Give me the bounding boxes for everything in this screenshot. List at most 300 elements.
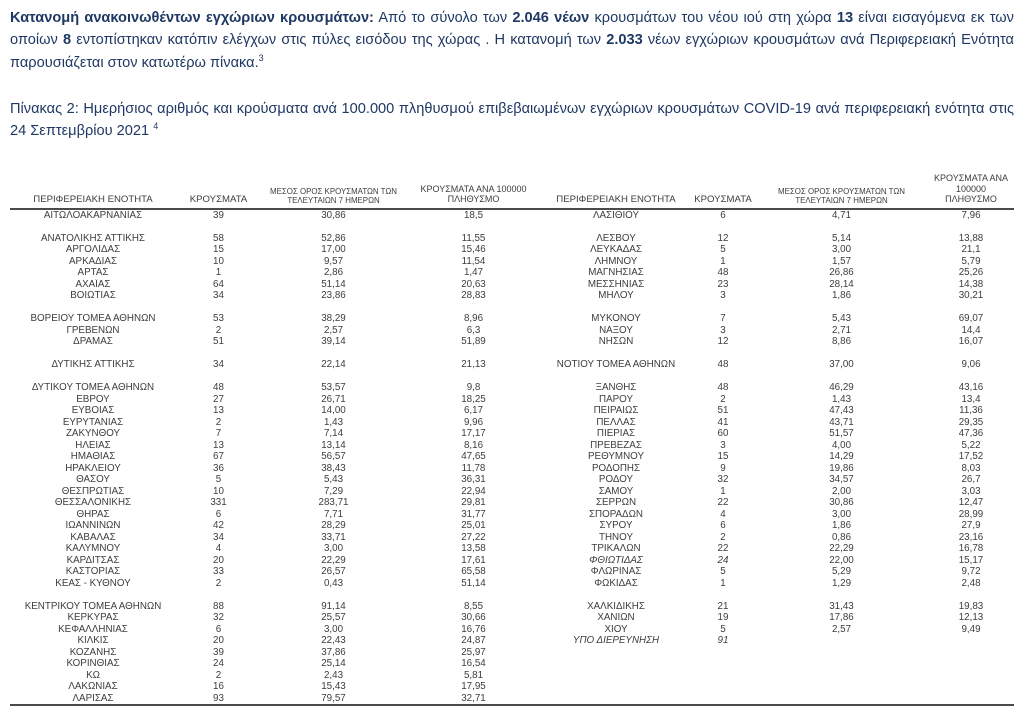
table-cell: 6 [215, 508, 222, 520]
table-cell: ΚΕΑΣ - ΚΥΘΝΟΥ [55, 577, 131, 589]
table-cell: 13,4 [961, 393, 981, 405]
table-cell: 2 [215, 577, 222, 589]
col-header-region-right: ΠΕΡΙΦΕΡΕΙΑΚΗ ΕΝΟΤΗΤΑ [541, 173, 691, 209]
table-cell: 13,14 [321, 439, 346, 451]
table-cell: 4,00 [831, 439, 852, 451]
table-cell: 9,57 [323, 255, 344, 267]
table-cell [691, 670, 755, 682]
col-header-line: ΚΡΟΥΣΜΑΤΑ ΑΝΑ 100000 [420, 183, 527, 194]
table-cell: 27,22 [461, 531, 486, 543]
table-cell: ΚΟΡΙΝΘΙΑΣ [66, 658, 120, 670]
table-cell: 1 [720, 485, 726, 497]
table-cell: 13,88 [958, 232, 984, 244]
table-cell: 8,55 [463, 600, 484, 612]
table-cell: 25,01 [461, 520, 486, 532]
spacer-cell [10, 221, 1014, 233]
table-cell: ΡΟΔΟΠΗΣ [591, 462, 641, 474]
table-cell: 2,57 [831, 623, 852, 635]
table-cell: ΚΑΡΔΙΤΣΑΣ [66, 554, 120, 566]
table-cell: ΠΑΡΟΥ [599, 393, 633, 405]
table-cell: 2,48 [961, 577, 981, 589]
table-cell: ΕΥΡΥΤΑΝΙΑΣ [62, 416, 124, 428]
table-cell: ΛΕΣΒΟΥ [596, 232, 636, 244]
table-cell [541, 647, 691, 659]
table-cell: 12 [717, 232, 729, 244]
table-cell: 7 [215, 428, 222, 440]
table-cell: ΠΕΛΛΑΣ [596, 416, 636, 428]
table-row [10, 532, 1014, 544]
table-cell: 19 [717, 612, 729, 624]
table-cell: 36,31 [461, 474, 486, 486]
table-cell: 5,79 [961, 255, 981, 267]
table-cell [691, 647, 755, 659]
table-cell [928, 658, 1014, 670]
table-cell: 52,86 [321, 232, 346, 244]
table-cell: 20 [213, 554, 224, 566]
table-cell [691, 681, 755, 693]
table-row [10, 612, 1014, 624]
table-cell: 15 [717, 451, 729, 463]
table-row [10, 394, 1014, 406]
table-cell: ΛΑΚΩΝΙΑΣ [68, 681, 118, 693]
table-cell: 37,86 [321, 646, 346, 658]
table-cell: 3,00 [831, 508, 852, 520]
table-cell: 5,43 [831, 313, 852, 325]
table-cell: ΜΗΛΟΥ [598, 290, 634, 302]
table-cell [755, 670, 928, 682]
table-cell: ΛΗΜΝΟΥ [594, 255, 638, 267]
table-cell: 13 [213, 405, 224, 417]
table-cell [755, 658, 928, 670]
table-row [10, 681, 1014, 693]
table-row [10, 290, 1014, 302]
header-row [10, 173, 1014, 209]
table-cell: 28,29 [321, 520, 346, 532]
table-cell: ΥΠΟ ΔΙΕΡΕΥΝΗΣΗ [572, 635, 660, 647]
table-cell: 9,49 [961, 623, 981, 635]
table-cell: 24 [213, 658, 224, 670]
table-row [10, 209, 1014, 222]
table-cell: 31,77 [461, 508, 486, 520]
col-header-line: ΠΛΗΘΥΣΜΟ [447, 194, 500, 205]
table-cell: ΕΒΡΟΥ [76, 393, 110, 405]
table-row [10, 417, 1014, 429]
table-cell: 51,14 [461, 577, 486, 589]
table-cell: ΝΑΞΟΥ [599, 324, 633, 336]
table-cell: 36 [213, 462, 224, 474]
table-cell: ΠΙΕΡΙΑΣ [596, 428, 636, 440]
table-cell: 25,26 [958, 267, 984, 279]
table-cell: 7,29 [323, 485, 344, 497]
table-cell: 31,43 [829, 600, 854, 612]
table-cell: ΜΑΓΝΗΣΙΑΣ [588, 267, 644, 279]
table-cell: 16 [213, 681, 224, 693]
table-cell: 2,00 [831, 485, 852, 497]
table-cell: 1 [720, 255, 726, 267]
table-cell: ΙΩΑΝΝΙΝΩΝ [65, 520, 121, 532]
table-cell: 43,16 [958, 382, 984, 394]
domestic-cases: 2.033 [606, 32, 643, 49]
table-cell: 9 [720, 462, 726, 474]
table-cell: 22,94 [461, 485, 486, 497]
col-header-line: ΤΕΛΕΥΤΑΙΩΝ 7 ΗΜΕΡΩΝ [795, 195, 888, 205]
table-cell: ΠΕΙΡΑΙΩΣ [593, 405, 639, 417]
table-cell [755, 635, 928, 647]
col-header-line: ΤΕΛΕΥΤΑΙΩΝ 7 ΗΜΕΡΩΝ [287, 195, 380, 205]
intro-lead-bold: Κατανομή ανακοινωθέντων εγχώριων κρουσμάτων: [10, 10, 374, 26]
table-cell: 28,83 [461, 290, 486, 302]
table-cell: 16,54 [461, 658, 486, 670]
table-cell: 5,81 [463, 669, 484, 681]
table-row [10, 635, 1014, 647]
table-cell: ΘΕΣΠΡΩΤΙΑΣ [61, 485, 125, 497]
table-cell: ΠΡΕΒΕΖΑΣ [590, 439, 642, 451]
table-cell: 39 [213, 209, 224, 221]
table-cell: 51 [213, 336, 224, 348]
table-cell: 8,96 [463, 313, 484, 325]
table-cell: 2 [720, 393, 726, 405]
table-cell: ΧΙΟΥ [604, 623, 628, 635]
table-row [10, 693, 1014, 706]
table-cell: 30,66 [461, 612, 486, 624]
table-cell: ΚΕΦΑΛΛΗΝΙΑΣ [58, 623, 128, 635]
table-cell: ΒΟΡΕΙΟΥ ΤΟΜΕΑ ΑΘΗΝΩΝ [30, 313, 156, 325]
table-row [10, 359, 1014, 371]
table-cell: 42 [213, 520, 224, 532]
table-cell: ΛΑΣΙΘΙΟΥ [592, 209, 640, 221]
table-cell: 24 [717, 554, 729, 566]
table-cell: 5 [720, 623, 726, 635]
table-cell: ΦΩΚΙΔΑΣ [594, 577, 638, 589]
table-cell: 283,71 [318, 497, 349, 509]
table-cell: 13 [213, 439, 224, 451]
table-cell: 30,86 [321, 209, 346, 221]
table-cell: 30,86 [829, 497, 854, 509]
spacer-cell [10, 302, 1014, 314]
table-cell: 26,86 [829, 267, 854, 279]
table-cell: 11,78 [461, 462, 486, 474]
table-cell: ΚΙΛΚΙΣ [77, 635, 109, 647]
table-cell: ΡΕΘΥΜΝΟΥ [588, 451, 644, 463]
table-cell: 1,43 [831, 393, 852, 405]
table-cell: 47,36 [958, 428, 984, 440]
table-cell: 5,43 [323, 474, 344, 486]
table-cell: 53,57 [321, 382, 346, 394]
table-cell: 22,00 [829, 554, 854, 566]
case-table-body [10, 209, 1014, 706]
table-cell: 6,3 [466, 324, 481, 336]
table-cell: ΝΗΣΩΝ [598, 336, 634, 348]
table-cell: ΘΗΡΑΣ [76, 508, 110, 520]
table-cell: 1,86 [831, 290, 852, 302]
table-cell: 5,14 [831, 232, 852, 244]
table-cell: 67 [213, 451, 224, 463]
table-cell: 8,16 [463, 439, 484, 451]
table-cell: 7,14 [323, 428, 344, 440]
table-cell: 23,16 [958, 531, 984, 543]
table-cell: 34 [213, 531, 224, 543]
table-cell: ΡΟΔΟΥ [598, 474, 634, 486]
table-cell: ΞΑΝΘΗΣ [595, 382, 637, 394]
table-cell: 2,86 [323, 267, 344, 279]
table-cell: ΣΠΟΡΑΔΩΝ [588, 508, 644, 520]
table-cell: 7,71 [323, 508, 344, 520]
table-cell [928, 635, 1014, 647]
table-cell: ΕΥΒΟΙΑΣ [71, 405, 115, 417]
table-row [10, 336, 1014, 348]
intro-text: κρουσμάτων του νέου ιού στη χώρα [589, 10, 837, 26]
table-cell: 6 [720, 520, 726, 532]
table-cell: ΘΕΣΣΑΛΟΝΙΚΗΣ [54, 497, 132, 509]
table-cell [691, 693, 755, 706]
table-cell: 65,58 [461, 566, 486, 578]
table-cell: 10 [213, 485, 224, 497]
table-cell: 64 [213, 278, 224, 290]
table-cell: 5 [720, 566, 726, 578]
col-header-7day-avg-left [261, 173, 406, 209]
table-caption [10, 99, 1014, 142]
table-cell: 28,99 [958, 508, 984, 520]
table-cell: ΘΑΣΟΥ [76, 474, 110, 486]
table-cell: 19,86 [829, 462, 854, 474]
table-cell: 3,00 [323, 543, 344, 555]
table-cell [541, 670, 691, 682]
table-cell: ΗΛΕΙΑΣ [75, 439, 111, 451]
table-cell: 1,29 [831, 577, 852, 589]
table-cell: 15 [213, 244, 224, 256]
table-row [10, 256, 1014, 268]
table-cell: 51,89 [461, 336, 486, 348]
table-row [10, 451, 1014, 463]
table-cell: 1,57 [831, 255, 852, 267]
col-header-line: ΜΕΣΟΣ ΟΡΟΣ ΚΡΟΥΣΜΑΤΩΝ ΤΩΝ [778, 186, 905, 196]
table-row [10, 221, 1014, 233]
table-cell: 2 [720, 531, 726, 543]
table-cell: 11,55 [461, 232, 486, 244]
table-cell: 16,78 [958, 543, 984, 555]
table-cell: 25,14 [321, 658, 346, 670]
table-cell: 38,29 [321, 313, 346, 325]
table-row [10, 325, 1014, 337]
table-cell: ΓΡΕΒΕΝΩΝ [66, 324, 120, 336]
imported-cases: 13 [836, 10, 854, 26]
table-cell: ΜΥΚΟΝΟΥ [591, 313, 641, 325]
table-cell: 18,25 [461, 393, 486, 405]
table-cell: 26,71 [321, 393, 346, 405]
table-cell: 21,13 [461, 359, 486, 371]
table-cell: 7,96 [961, 209, 981, 221]
table-cell: ΧΑΛΚΙΔΙΚΗΣ [587, 600, 645, 612]
table-cell: 1,86 [831, 520, 852, 532]
intro-text: είναι εισαγόμενα εκ των οποίων [10, 10, 1014, 49]
table-cell: 30,21 [958, 290, 984, 302]
table-cell: 3 [720, 439, 726, 451]
table-cell: 26,57 [321, 566, 346, 578]
table-cell: 17,17 [461, 428, 486, 440]
table-cell: 22,43 [321, 635, 346, 647]
table-cell: ΔΡΑΜΑΣ [73, 336, 113, 348]
cases-table [10, 173, 1014, 706]
table-row [10, 463, 1014, 475]
table-cell: 88 [213, 600, 224, 612]
table-cell: 34 [213, 290, 224, 302]
table-cell: 20,63 [461, 278, 486, 290]
table-cell: 3,00 [831, 244, 852, 256]
table-row [10, 555, 1014, 567]
table-cell: 2,57 [323, 324, 344, 336]
table-cell: 16,76 [461, 623, 486, 635]
table-cell: ΣΑΜΟΥ [598, 485, 634, 497]
table-cell: 38,43 [321, 462, 346, 474]
table-cell: ΖΑΚΥΝΘΟΥ [65, 428, 121, 440]
table-cell: 14,4 [961, 324, 981, 336]
col-header-line: ΠΛΗΘΥΣΜΟ [945, 194, 997, 205]
table-row [10, 474, 1014, 486]
table-cell: 2 [215, 416, 222, 428]
table-cell: 3 [720, 324, 726, 336]
col-header-line: ΜΕΣΟΣ ΟΡΟΣ ΚΡΟΥΣΜΑΤΩΝ ΤΩΝ [270, 186, 397, 196]
table-cell: 0,43 [323, 577, 344, 589]
table-cell: ΑΧΑΪΑΣ [75, 278, 111, 290]
table-cell: 41 [717, 416, 729, 428]
table-cell: 24,87 [461, 635, 486, 647]
table-cell: 22,29 [829, 543, 854, 555]
table-cell [541, 693, 691, 706]
table-row [10, 601, 1014, 613]
table-cell: ΑΡΓΟΛΙΔΑΣ [65, 244, 121, 256]
table-cell: 1,43 [323, 416, 344, 428]
table-row [10, 405, 1014, 417]
table-cell: 27,9 [961, 520, 981, 532]
table-cell: ΦΛΩΡΙΝΑΣ [590, 566, 642, 578]
table-cell: 25,57 [321, 612, 346, 624]
table-cell: ΚΑΛΥΜΝΟΥ [65, 543, 121, 555]
col-header-line: ΚΡΟΥΣΜΑΤΑ ΑΝΑ 100000 [934, 173, 1008, 194]
table-cell: 4 [215, 543, 222, 555]
table-cell: 2,71 [831, 324, 852, 336]
table-cell: ΔΥΤΙΚΟΥ ΤΟΜΕΑ ΑΘΗΝΩΝ [31, 382, 155, 394]
table-cell: 14,29 [829, 451, 854, 463]
table-cell: 53 [213, 313, 224, 325]
table-row [10, 509, 1014, 521]
table-cell: 34 [213, 359, 224, 371]
table-cell: 48 [717, 359, 729, 371]
table-cell: 37,00 [829, 359, 854, 371]
table-cell: 14,38 [958, 278, 984, 290]
table-cell: 43,71 [829, 416, 854, 428]
table-row [10, 497, 1014, 509]
table-cell [541, 658, 691, 670]
table-cell: 60 [717, 428, 729, 440]
table-cell: ΤΡΙΚΑΛΩΝ [591, 543, 641, 555]
table-row [10, 520, 1014, 532]
intro-text: εντοπίστηκαν κατόπιν ελέγχων στις πύλες εισόδου της χώρας . Η κατανομή των [71, 32, 607, 49]
table-cell: 51,57 [829, 428, 854, 440]
table-cell: 22 [717, 497, 729, 509]
table-cell: ΑΡΚΑΔΙΑΣ [69, 255, 117, 267]
table-cell: 8,86 [831, 336, 852, 348]
table-cell: 5 [720, 244, 726, 256]
table-cell: 1 [215, 267, 222, 279]
table-cell: ΑΝΑΤΟΛΙΚΗΣ ΑΤΤΙΚΗΣ [41, 232, 145, 244]
table-cell: 58 [213, 232, 224, 244]
table-cell: 12,13 [958, 612, 984, 624]
total-new-cases: 2.046 νέων [512, 10, 590, 26]
table-cell: 1,47 [463, 267, 484, 279]
table-cell: 22 [717, 543, 729, 555]
table-header [10, 173, 1014, 209]
table-cell: 22,14 [321, 359, 346, 371]
table-row [10, 624, 1014, 636]
col-header-cases-right: ΚΡΟΥΣΜΑΤΑ [691, 173, 755, 209]
table-cell: 4,71 [831, 209, 852, 221]
spacer-cell [10, 348, 1014, 360]
table-row [10, 566, 1014, 578]
footnote-ref-4: 4 [153, 120, 159, 131]
table-cell: 17,61 [461, 554, 486, 566]
intro-paragraph [10, 7, 1014, 74]
table-cell: 12,47 [958, 497, 984, 509]
table-cell: 3 [720, 290, 726, 302]
table-cell: 19,83 [958, 600, 984, 612]
table-cell: 2 [215, 324, 222, 336]
table-cell [691, 658, 755, 670]
table-row [10, 382, 1014, 394]
table-cell: 34,57 [829, 474, 854, 486]
table-cell: 15,46 [461, 244, 486, 256]
table-cell: 51 [717, 405, 729, 417]
table-cell: 46,29 [829, 382, 854, 394]
gateway-cases: 8 [62, 32, 72, 49]
table-row [10, 543, 1014, 555]
table-row [10, 348, 1014, 360]
intro-text: Από το σύνολο των [373, 10, 513, 26]
table-cell: ΚΕΝΤΡΙΚΟΥ ΤΟΜΕΑ ΑΘΗΝΩΝ [24, 600, 162, 612]
table-cell: 5,22 [961, 439, 981, 451]
table-cell: 23 [717, 278, 729, 290]
table-cell: 331 [210, 497, 227, 509]
table-cell: 17,52 [958, 451, 984, 463]
table-cell: ΗΡΑΚΛΕΙΟΥ [65, 462, 121, 474]
table-cell [928, 681, 1014, 693]
intro-text: νέων εγχώριων κρουσμάτων ανά Περιφερειακή Ενότητα παρουσιάζεται στον κατωτέρω πίνακα. [10, 32, 1014, 71]
table-cell: 6 [215, 623, 222, 635]
table-cell: 9,96 [463, 416, 484, 428]
table-cell: ΚΑΣΤΟΡΙΑΣ [65, 566, 121, 578]
col-header-per100k-right [928, 173, 1014, 209]
table-cell: ΑΡΤΑΣ [77, 267, 109, 279]
table-row [10, 486, 1014, 498]
table-row [10, 302, 1014, 314]
table-cell: 22,29 [321, 554, 346, 566]
table-cell: 10 [213, 255, 224, 267]
table-cell: 2,43 [323, 669, 344, 681]
table-cell [755, 681, 928, 693]
table-cell: 8,03 [961, 462, 981, 474]
table-cell: 3,00 [323, 623, 344, 635]
table-cell: ΒΟΙΩΤΙΑΣ [70, 290, 116, 302]
table-cell: ΚΕΡΚΥΡΑΣ [67, 612, 119, 624]
table-cell: 47,43 [829, 405, 854, 417]
table-cell [755, 647, 928, 659]
table-cell: 56,57 [321, 451, 346, 463]
spacer-cell [10, 589, 1014, 601]
table-cell: 32,71 [461, 692, 486, 704]
table-cell: 20 [213, 635, 224, 647]
caption-text: Πίνακας 2: Ημερήσιος αριθμός και κρούσματα ανά 100.000 πληθυσμού επιβεβαιωμένων εγχώριων κρουσμάτων COVID-19 ανά περιφερειακή ενότητα στις 24 Σεπτεμβρίου 2021 [10, 101, 1014, 139]
table-cell: 48 [717, 382, 729, 394]
table-cell: 9,06 [961, 359, 981, 371]
